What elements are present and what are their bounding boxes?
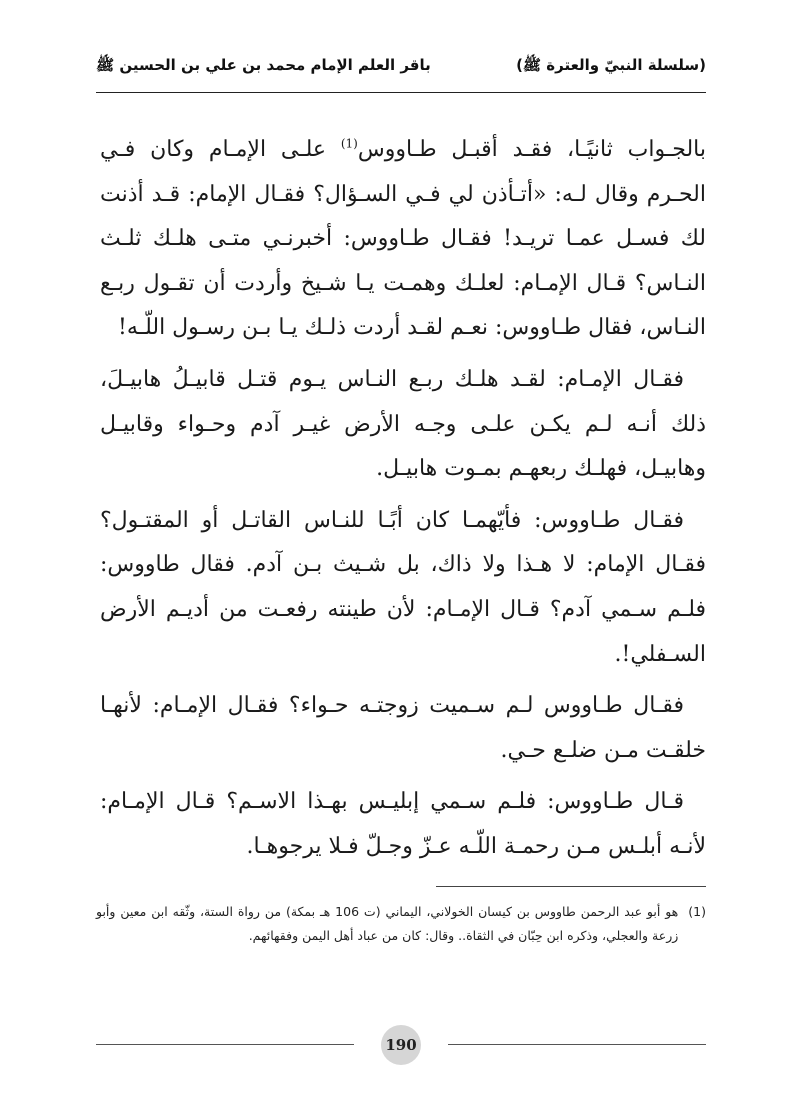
page-footer bbox=[96, 1024, 706, 1064]
footnote-number: (1) bbox=[688, 904, 706, 919]
footer-rule-left bbox=[96, 1044, 354, 1045]
paragraph-4: فقـال طـاووس لـم سـميت زوجتـه حـواء؟ فقـال الإمـام: لأنهـا خلقـت مـن ضلـع حـي. bbox=[100, 693, 706, 763]
header-rule bbox=[96, 92, 706, 93]
paragraph-5: قـال طـاووس: فلـم سـمي إبليـس بهـذا الاسـم؟ قـال الإمـام: لأنـه أبلـس مـن رحمـة اللّـه عـزّ وجـلّ فـلا يرجوهـا. bbox=[100, 789, 706, 859]
footnote-rule bbox=[436, 886, 706, 887]
paragraph-2: فقـال الإمـام: لقـد هلـك ربـع النـاس يـوم قتـل قابيـلُ هابيـلَ، ذلك أنـه لـم يكـن علـى وجـه الأرض غيـر آدم وحـواء وقابيـل وهابيـل، فهلـك ربعهـم بمـوت هابيـل. bbox=[100, 366, 706, 482]
footnote-text: هو أبو عبد الرحمن طاووس بن كيسان الخولاني، اليماني (ت 106 هـ بمكة) من رواة الستة، وثّقه ابن معين وأبو زرعة والعجلي، وذكره ابن حِبّان في الثقاة.. وقال: كان من عباد أهل اليمن وفقهائهم. bbox=[96, 904, 679, 943]
paragraph-3: فقـال طـاووس: فأيّهمـا كان أبًـا للنـاس القاتـل أو المقتـول؟ فقـال الإمام: لا هـذا ولا ذاك، بل شـيث بـن آدم. فقال طاووس: فلـم سـمي آدم؟ قـال الإمـام: لأن طينته رفعـت من أديـم الأرض السـفلي!. bbox=[100, 507, 706, 667]
running-header bbox=[96, 56, 706, 78]
series-title: (سلسلة النبيّ والعترة ﷺ) bbox=[516, 56, 706, 74]
footer-rule-right bbox=[448, 1044, 706, 1045]
page-number: 190 bbox=[381, 1025, 421, 1065]
paragraph-1: بالجـواب ثانيًـا، فقـد أقبـل طـاووس$^{(1)}$ علـى الإمـام وكان فـي الحـرم وقال لـه: «أتـأذن لي فـي السـؤال؟ فقـال الإمام: قـد أذنت لك فسـل عمـا تريـد! فقـال طـاووس: أخبرنـي متـى هلـك ثلـث النـاس؟ قـال الإمـام: لعلـك وهمـت يـا شـيخ وأردت أن تقـول ربـع النـاس، فقال طـاووس: نعـم لقـد أردت ذلـك يـا بـن رسـول اللّـه! bbox=[100, 136, 707, 341]
footnote bbox=[96, 900, 706, 948]
footnote-reference[interactable]: (1) bbox=[340, 136, 358, 151]
book-title: باقر العلم الإمام محمد بن علي بن الحسين ﷺ bbox=[96, 56, 431, 74]
main-text bbox=[100, 128, 706, 877]
